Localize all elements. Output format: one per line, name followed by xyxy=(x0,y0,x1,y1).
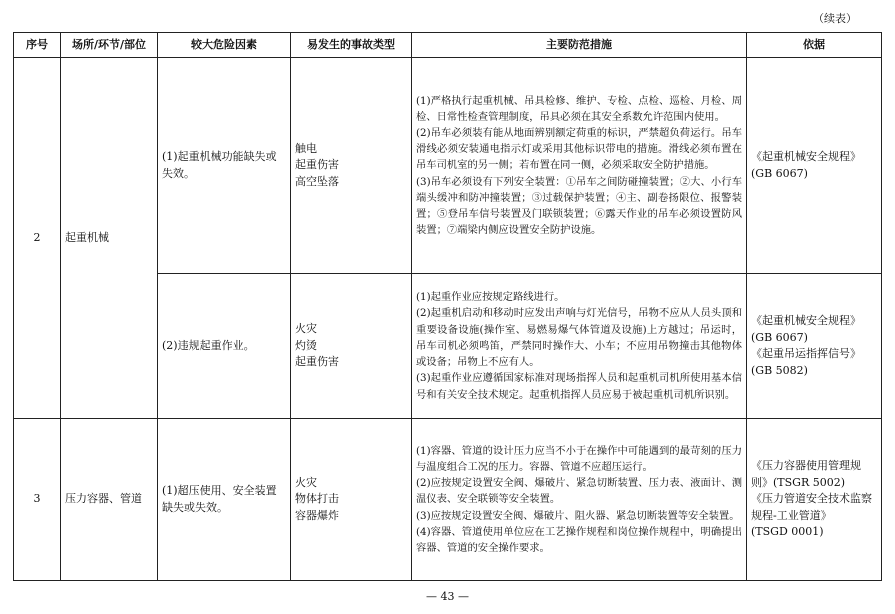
risk-cell: (2)违规起重作业。 xyxy=(158,274,291,419)
accident-type: 火灾 xyxy=(295,475,317,489)
accident-type: 高空坠落 xyxy=(295,174,339,188)
basis-item: (GB 6067) xyxy=(751,330,808,344)
accident-type: 起重伤害 xyxy=(295,158,339,172)
continued-label: （续表） xyxy=(813,12,857,25)
accident-type: 灼烫 xyxy=(295,338,317,352)
place-cell: 起重机械 xyxy=(61,58,158,419)
page-number: — 43 — xyxy=(426,590,469,603)
measure-item: (4)容器、管道使用单位应在工艺操作规程和岗位操作规程中，明确提出容器、管道的安全操作要求。 xyxy=(416,525,742,554)
measure-item: (1)起重作业应按规定路线进行。 xyxy=(416,291,565,304)
measures-cell xyxy=(412,419,747,581)
accident-type: 物体打击 xyxy=(295,492,339,506)
header-seq: 序号 xyxy=(14,33,61,58)
table-row xyxy=(14,58,882,274)
accident-cell xyxy=(291,419,412,581)
accident-type: 容器爆炸 xyxy=(295,508,339,522)
basis-item: 《压力容器使用管理规则》(TSGR 5002) xyxy=(751,459,861,489)
basis-cell xyxy=(747,274,882,419)
accident-type: 起重伤害 xyxy=(295,355,339,369)
accident-cell xyxy=(291,274,412,419)
basis-item: 《压力管道安全技术监察规程-工业管道》 xyxy=(751,492,872,522)
basis-item: 《起重机械安全规程》 xyxy=(751,314,861,327)
header-measures: 主要防范措施 xyxy=(412,33,747,58)
measures-cell xyxy=(412,58,747,274)
measure-item: (3)应按规定设置安全阀、爆破片、阻火器、紧急切断装置等安全装置。 xyxy=(416,509,740,522)
header-risk: 较大危险因素 xyxy=(158,33,291,58)
measure-item: (3)吊车必须设有下列安全装置：①吊车之间防碰撞装置；②大、小行车端头缓冲和防冲撞装置；③过载保护装置；④主、副卷扬限位、报警装置；⑤登吊车信号装置及门联锁装置；⑥露天作业的吊车必须设置防风装置；⑦端梁内侧应设置安全防护设施。 xyxy=(416,175,742,237)
measure-item: (3)起重作业应遵循国家标准对现场指挥人员和起重机司机所使用基本信号和有关安全技术规定。起重机指挥人员应易于被起重机司机所识别。 xyxy=(416,372,742,401)
hazard-table xyxy=(13,32,882,581)
basis-cell xyxy=(747,419,882,581)
table-row xyxy=(14,419,882,581)
measure-item: (2)吊车必须装有能从地面辨别额定荷重的标识，严禁超负荷运行。吊车滑线必须安装通电指示灯或采用其他标识带电的措施。滑线必须布置在吊车司机室的另一侧；若布置在同一侧，必须采取安全防护措施。 xyxy=(416,126,742,172)
accident-type: 火灾 xyxy=(295,322,317,336)
accident-type: 触电 xyxy=(295,141,317,155)
risk-cell: (1)超压使用、安全装置缺失或失效。 xyxy=(158,419,291,581)
seq-cell: 2 xyxy=(14,58,61,419)
measures-cell xyxy=(412,274,747,419)
accident-cell xyxy=(291,58,412,274)
basis-item: 《起重吊运指挥信号》 xyxy=(751,347,861,360)
basis-item: (TSGD 0001) xyxy=(751,525,824,539)
basis-cell xyxy=(747,58,882,274)
seq-cell: 3 xyxy=(14,419,61,581)
measure-item: (2)应按规定设置安全阀、爆破片、紧急切断装置、压力表、液面计、测温仪表、安全联锁等安全装置。 xyxy=(416,477,742,506)
risk-cell: (1)起重机械功能缺失或失效。 xyxy=(158,58,291,274)
measure-item: (2)起重机启动和移动时应发出声响与灯光信号，吊物不应从人员头顶和重要设备设施(操作室、易燃易爆气体管道及设施)上方越过；吊运时，吊车司机必须鸣笛，严禁同时操作大、小车；不应用吊物撞击其他物体或设备；吊物上不应有人。 xyxy=(416,307,742,369)
basis-item: 《起重机械安全规程》 xyxy=(751,150,861,163)
basis-item: (GB 6067) xyxy=(751,166,808,180)
place-cell: 压力容器、管道 xyxy=(61,419,158,581)
basis-item: (GB 5082) xyxy=(751,363,808,377)
header-basis: 依据 xyxy=(747,33,882,58)
header-accident: 易发生的事故类型 xyxy=(291,33,412,58)
measure-item: (1)严格执行起重机械、吊具检修、维护、专检、点检、巡检、月检、周检、日常性检查管理制度，吊具必须在其安全系数允许范围内使用。 xyxy=(416,94,742,123)
table-header-row xyxy=(14,33,882,58)
measure-item: (1)容器、管道的设计压力应当不小于在操作中可能遇到的最苛刻的压力与温度组合工况的压力。容器、管道不应超压运行。 xyxy=(416,444,742,473)
header-place: 场所/环节/部位 xyxy=(61,33,158,58)
